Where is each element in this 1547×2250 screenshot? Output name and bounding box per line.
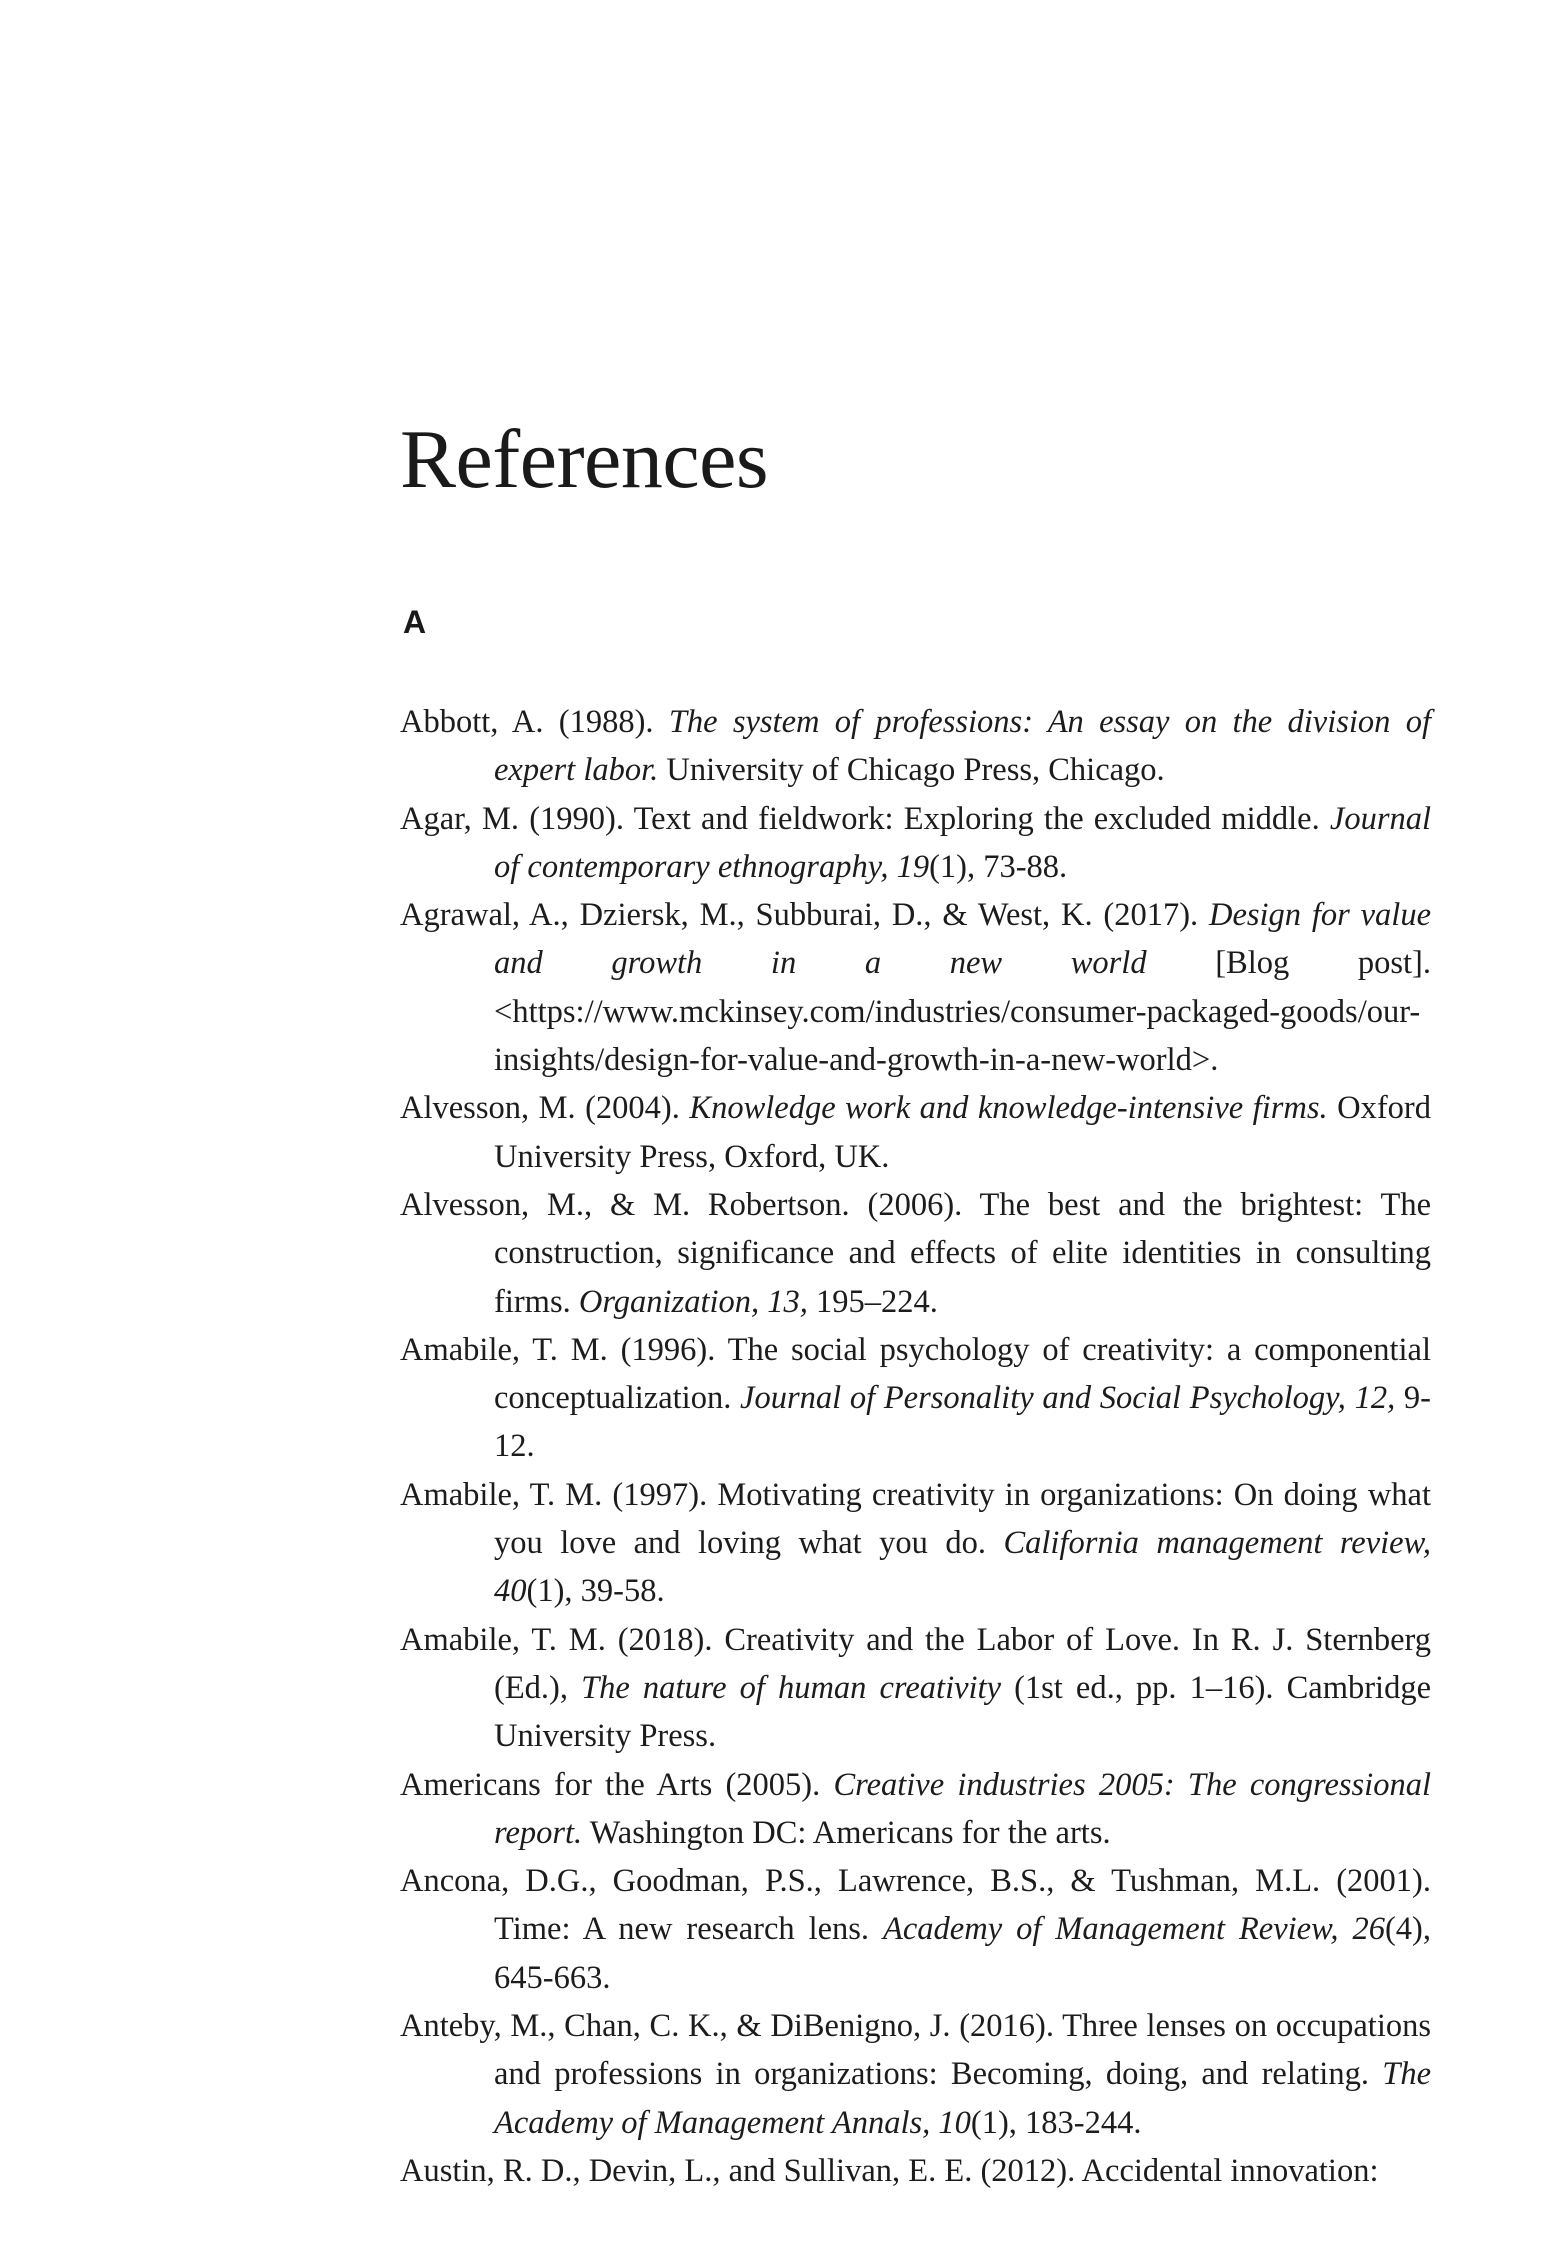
reference-entry: Abbott, A. (1988). The system of professions: An essay on the division of expert labor. University of Chicago Press, Chicago. (400, 704, 1431, 789)
section-heading: A (403, 604, 427, 640)
reference-entry: Amabile, T. M. (1996). The social psychology of creativity: a componential conceptualization. Journal of Personality and Social Psychology, 12, 9-12. (400, 1331, 1431, 1465)
reference-entry: Anteby, M., Chan, C. K., & DiBenigno, J. (2016). Three lenses on occupations and professions in organizations: Becoming, doing, and relating. The Academy of Management Annals, 10(1), 183-244. (400, 2008, 1431, 2141)
reference-entry: Agrawal, A., Dziersk, M., Subburai, D., & West, K. (2017). Design for value and growth in a new world [Blog post]. <https://www.mckinsey.com/industries/consumer-packaged-goods/our-insights/design-for-value-and-growth-in-a-new-world>. (400, 897, 1432, 1079)
reference-entry: Alvesson, M., & M. Robertson. (2006). The best and the brightest: The construction, significance and effects of elite identities in consulting firms. Organization, 13, 195–224. (400, 1186, 1431, 1320)
reference-entry: Americans for the Arts (2005). Creative industries 2005: The congressional report. Washington DC: Americans for the arts. (400, 1766, 1431, 1851)
page-title: References (400, 413, 769, 506)
reference-entry: Austin, R. D., Devin, L., and Sullivan, E. E. (2012). Accidental innovation: (400, 2152, 1379, 2189)
reference-list (400, 698, 1431, 2195)
reference-entry: Agar, M. (1990). Text and fieldwork: Exploring the excluded middle. Journal of contemporary ethnography, 19(1), 73-88. (400, 800, 1431, 885)
reference-entry: Amabile, T. M. (2018). Creativity and the Labor of Love. In R. J. Sternberg (Ed.), The nature of human creativity (1st ed., pp. 1–16). Cambridge University Press. (400, 1621, 1432, 1755)
reference-entry: Alvesson, M. (2004). Knowledge work and knowledge-intensive firms. Oxford University Press, Oxford, UK. (400, 1090, 1432, 1175)
reference-entry: Amabile, T. M. (1997). Motivating creativity in organizations: On doing what you love and loving what you do. California management review, 40(1), 39-58. (400, 1476, 1431, 1610)
reference-entry: Ancona, D.G., Goodman, P.S., Lawrence, B.S., & Tushman, M.L. (2001). Time: A new research lens. Academy of Management Review, 26(4), 645-663. (400, 1863, 1431, 1996)
